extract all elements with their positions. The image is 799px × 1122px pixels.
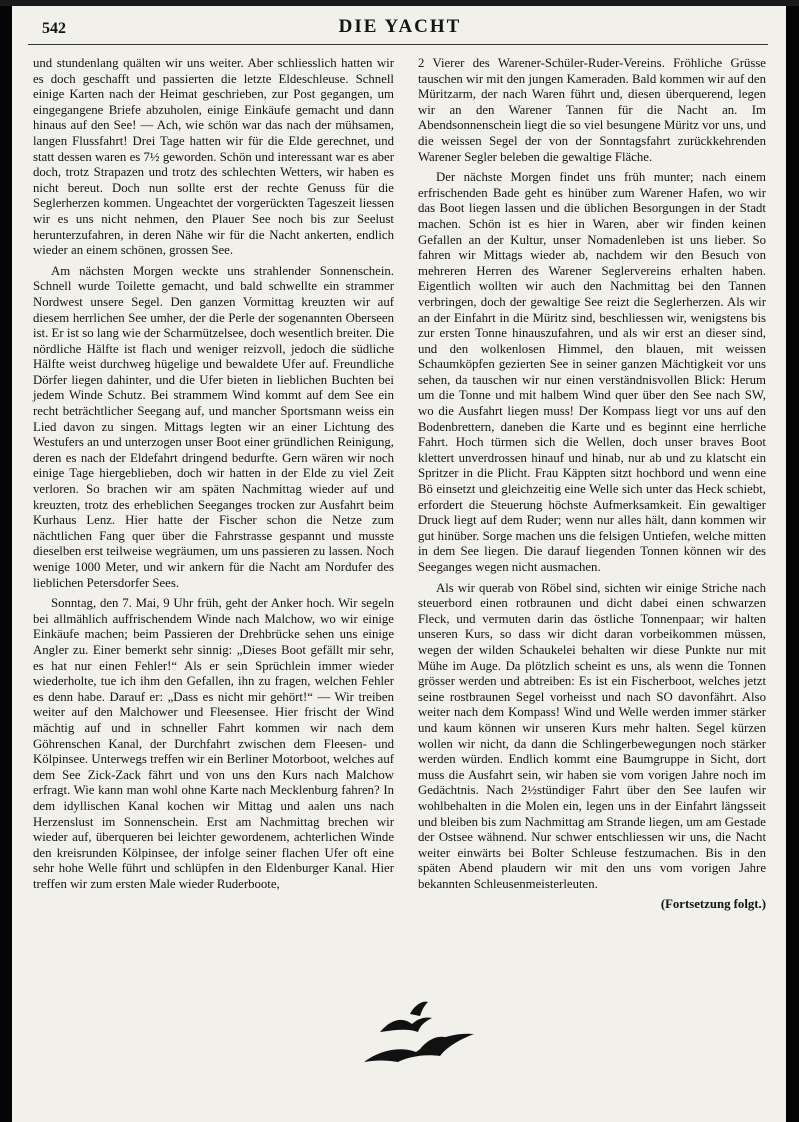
scan-border-top [0, 0, 799, 6]
left-paragraph-3: Sonntag, den 7. Mai, 9 Uhr früh, geht der Anker hoch. Wir segeln bei allmählich auffrischendem Winde nach Malchow, wo wir einige Einkäufe machen; beim Passieren der Drehbrücke sehen uns einige Angler zu. Einer bemerkt sehr sinnig: „Dieses Boot gefällt mir sehr, es hat nur einen Fehler!“ Als er sein Sprüchlein immer wieder wiederholte, tue ich ihm den Gefallen, ihn zu fragen, welchen Fehler es denn habe. Darauf er: „Dass es nicht mir gehört!“ — Wir treiben weiter auf den Malchower und Fleesensee. Hier frischt der Wind mächtig auf und in schneller Fahrt kommen wir nach dem Göhrenschen Kanal, der Durchfahrt zwischen dem Fleesen- und Kölpinsee. Unterwegs treffen wir ein Berliner Motorboot, welches auf dem See Zick-Zack fährt und von uns den Kurs nach Malchow erfragt. Wie kann man wohl ohne Karte nach Mecklenburg fahren? In dem idyllischen Kanal kochen wir Mittag und aalen uns nach Herzenslust im Sonnenschein. Erst am Nachmittag brechen wir wieder auf, überqueren bei leichter gewordenem, achterlichen Winde den kreisrunden Kölpinsee, der infolge seiner flachen Ufer oft eine sehr hohe Welle führt und schlüpfen in den Eldenburger Kanal. Hier treffen wir zum ersten Male wieder Ruderboote, [33, 596, 394, 891]
running-title: DIE YACHT [338, 16, 462, 37]
left-paragraph-1: und stundenlang quälten wir uns weiter. Aber schliesslich hatten wir es doch geschafft und passierten die letzte Eldeschleuse. Schnell einige Karten nach der Heimat geschrieben, zur Post gegangen, um eingegangene Briefe abzuholen, einige Einkäufe gemacht und dann hinaus auf den See! — Ach, wie schön war das nach der mühsamen, langen Flussfahrt! Drei Tage hatten wir für die Elde gerechnet, und statt dessen waren es 7½ geworden. Schön und interessant war es aber doch, trotz Strapazen und trotz des schlechten Wetters, wir haben es nicht bereut. Doch nun sollte erst der rechte Genuss für die Seglerherzen kommen. Ungeachtet der vorgerückten Tageszeit liessen wir es uns nicht nehmen, den Plauer See noch bis zur Seelust herunterzufahren, in deren Nähe wir für die Nacht ankerten, endlich wieder an einem schönen, grossen See. [33, 56, 394, 258]
right-paragraph-2: Der nächste Morgen findet uns früh munter; nach einem erfrischenden Bade geht es hinüber zum Warener Hafen, wo wir das Boot liegen lassen und die üblichen Besorgungen in der Stadt machen. Schön ist es hier in Waren, aber wir finden keinen Gefallen an der Kultur, unser Nomadenleben ist uns lieber. So fahren wir Mittags wieder ab, nachdem wir den Besuch von mehreren Herren des Warener Seglervereins erhalten haben. Eigentlich wollten wir auch den Nachmittag bei den Tannen verbringen, doch der gewaltige See reizt die Seglerherzen. Als wir an der Einfahrt in die Müritz sind, beschliessen wir, wenigstens bis zur ersten Tonne hinauszufahren, und als wir erst an dieser sind, und den wolkenlosen Himmel, den blauen, mit weissen Schaumköpfen gezierten See in seiner ganzen Mächtigkeit vor uns sehen, da tauschen wir nur einen verständnisvollen Blick: Herum um die Tonne und mit halbem Wind quer über den See nach SW, wo die Ausfahrt liegen muss! Der Kompass liegt vor uns auf den Bodenbrettern, daneben die Karte und es beginnt eine herrliche Fahrt. Hoch türmen sich die Wellen, doch unser braves Boot klettert unverdrossen hinauf und hinab, nur ab und zu klatscht ein Spritzer in die Plicht. Frau Käppten sitzt hochbord und wenn eine Bö einsetzt und gleichzeitig eine Welle sich unter das Heck schiebt, erfordert die Steuerung höchste Aufmerksamkeit. Ein gewaltiger Druck liegt auf dem Ruder; wenn nur alles hält, dann kommen wir gut hinüber. Sorge machen uns die felsigen Untiefen, welche mitten in dem See liegen. Die darauf liegenden Tonnen können wir des Seeganges wegen nicht ausmachen. [418, 170, 766, 574]
left-paragraph-2: Am nächsten Morgen weckte uns strahlender Sonnenschein. Schnell wurde Toilette gemacht, und bald schwellte ein strammer Nordwest unsere Segel. Den ganzen Vormittag kreuzten wir auf diesem herrlichen See umher, der die Perle der sogenannten Oberseen ist. Er ist so lang wie der Scharmützelsee, doch wesentlich breiter. Die nördliche Hälfte ist flach und weniger reizvoll, jedoch die südliche Hälfte weist durchweg hügelige und bewaldete Ufer auf. Freundliche Dörfer liegen dahinter, und die Ufer bieten in lieblichen Buchten bei jedem Winde Schutz. Bei strammem Wind kommt auf dem See ein recht beträchtlicher Seegang auf, und mancher Sportsmann weiss ein Lied davon zu singen. Mittags legten wir an einer Lichtung des Westufers an und unterzogen unser Boot einer gründlichen Reinigung, deren es nach der Eldefahrt dringend bedurfte. Gern wären wir noch einige Tage hiergeblieben, doch wir hatten in der Elde zu viel Zeit verloren. So brachen wir am späten Nachmittag wieder auf und kreuzten, trotz des erheblichen Seeganges trocken zur Ausfahrt beim Kurhaus Lenz. Hier hatte der Fischer schon die Netze zum nächtlichen Fang quer über die Fahrstrasse gespannt und musste dieselben erst teilweise wegräumen, um uns passieren zu lassen. Noch wenige 1000 Meter, und wir ankern für die Nacht am Nordufer des lieblichen Petersdorfer Sees. [33, 263, 394, 590]
header-rule [28, 44, 768, 45]
right-paragraph-3: Als wir querab von Röbel sind, sichten wir einige Striche nach steuerbord einen rotbraunen und dicht dabei einen schwarzen Fleck, und vermuten darin das östliche Tonnenpaar; wir halten unseren Kurs, so dass wir dicht daran vorbeikommen müssen, wegen der wilden Schaukelei behalten wir diese Punkte nur mit Mühe im Auge. Da plötzlich scheint es uns, als wenn die Tonnen grösser werden und abtreiben: Es ist ein Fischerboot, welches jetzt seine rostbraunen Segel vorheisst und nach SO davonfährt. Also weiter nach dem Kompass! Wind und Welle werden immer stärker und kaum können wir unseren Kurs mehr halten. Segel kürzen wollen wir nicht, da dann die Schlingerbewegungen noch stärker werden würden. Endlich kommt eine Baumgruppe in Sicht, dort muss die Ausfahrt sein, wir haben sie vom vorigen Jahre noch im Gedächtnis. Nach 2½stündiger Fahrt über den See laufen wir wohlbehalten in die Molen ein, legen uns in der Einfahrt längsseit und bleiben bis zum Nachmittag am Strande liegen, um am Gestade der Ostsee wähnend. Nur schwer entschliessen wir uns, die Nacht weiter einwärts bei Bolter Schleuse festzumachen. Bis in den späten Abend plaudern wir mit den uns vom vorigen Jahre bekannten Schleusenmeisterleuten. [418, 580, 766, 891]
scan-border-left [0, 0, 12, 1122]
seagulls-vignette-icon [350, 992, 490, 1072]
left-column [33, 56, 394, 897]
scan-border-right [786, 0, 799, 1122]
page-number: 542 [42, 20, 66, 37]
right-column [418, 56, 766, 918]
right-paragraph-1: 2 Vierer des Warener-Schüler-Ruder-Vereins. Fröhliche Grüsse tauschen wir mit den jungen Kameraden. Bald kommen wir auf den Müritzarm, der nach Waren führt und, diesen überquerend, legen wir an den Warener Tannen für die Nacht an. Im Abendsonnenschein liegt die so viel besungene Müritz vor uns, und die weissen Segel der von der Sonntagsfahrt zurückkehrenden Warener Segler beleben die gewaltige Fläche. [418, 56, 766, 164]
page-header [20, 8, 780, 48]
continuation-note: (Fortsetzung folgt.) [660, 897, 766, 912]
